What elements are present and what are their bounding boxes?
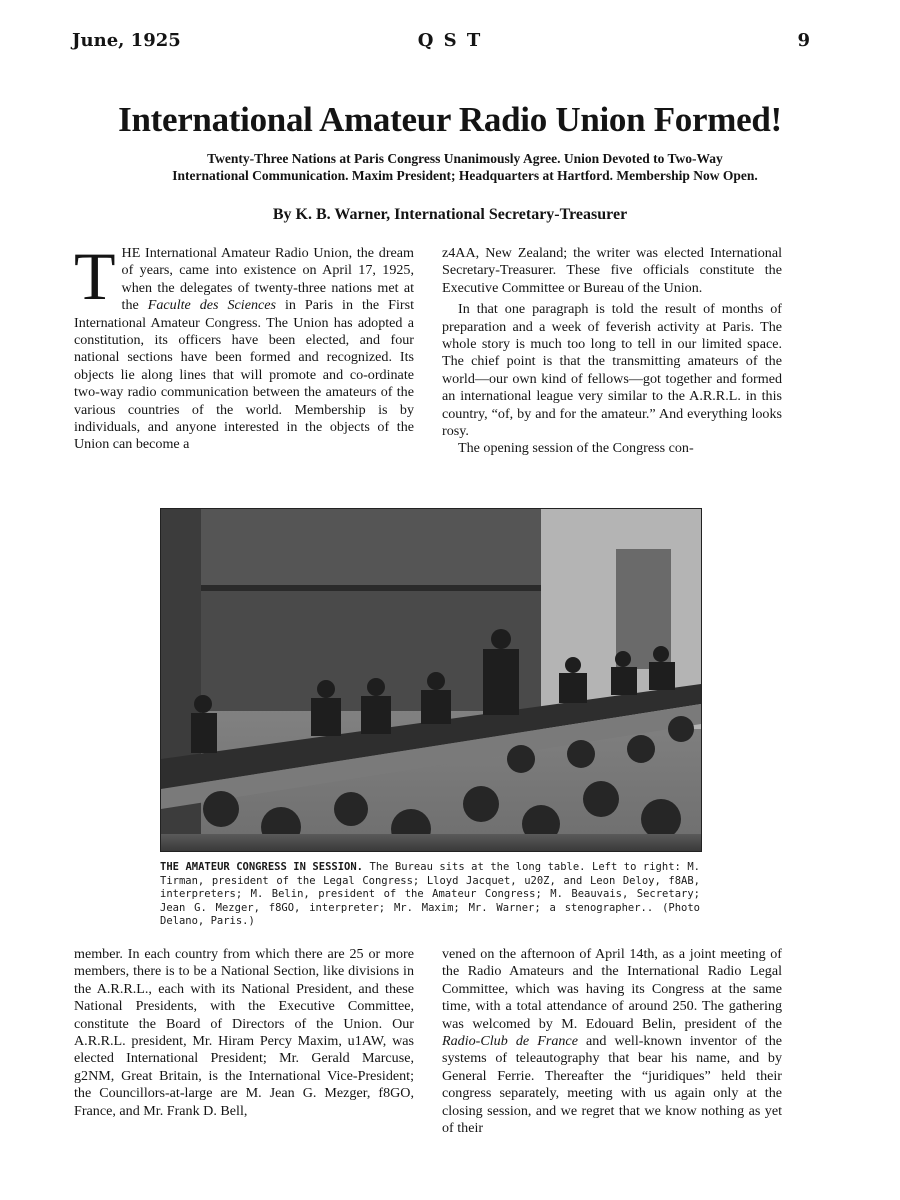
header-date: June, 1925 <box>72 30 181 51</box>
article-title: International Amateur Radio Union Formed! <box>118 100 782 139</box>
column-right-bottom <box>442 946 782 1137</box>
column-left-bottom <box>74 946 414 1120</box>
paragraph: member. In each country from which there are 25 or more members, there is to be a National Section, like divisions in the A.R.R.L., each with its National President, and these National Presidents, with the Executive Committee, constitute the Board of Directors of the Union. Our A.R.R.L. president, Mr. Hiram Percy Maxim, u1AW, was elected International President; Mr. Gerald Marcuse, g2NM, Great Britain, is the International Vice-President; the Councillors-at-large are M. Jean G. Mezger, f8GO, France, and Mr. Frank D. Bell, <box>74 946 414 1119</box>
header-page-number: 9 <box>797 30 810 51</box>
paragraph: THE International Amateur Radio Union, the dream of years, came into existence on April 17, 1925, when the delegates of twenty-three nations met at the Faculte des Sciences in Paris in the First International Amateur Congress. The Union has adopted a constitution, its officers have been elected, and four national sections have been formed and recognized. Its objects lie along lines that will promote and co-ordinate two-way radio communication between the amateurs of the various countries of the world. Membership is by individuals, and anyone interested in the objects of the Union can become a <box>74 238 414 453</box>
congress-photo <box>160 508 702 852</box>
header-magazine: Q S T <box>417 30 483 51</box>
paragraph: vened on the afternoon of April 14th, as a joint meeting of the Radio Amateurs and the International Radio Legal Committee, which was having its Congress at the same time, with a total attendance of around 250. The gathering was welcomed by M. Edouard Belin, president of the Radio-Club de France and well-known inventor of the systems of teleautography that bear his name, and by General Ferrie. Thereafter the “juridiques” held their congress separately, meeting with us again only at the closing session, and we regret that we know nothing as yet of their <box>442 946 782 1137</box>
drop-cap: T <box>74 238 116 314</box>
photo-caption: THE AMATEUR CONGRESS IN SESSION. The Bureau sits at the long table. Left to right: M. Tirman, president of the Legal Congress; Lloyd Jacquet, u20Z, and Leon Deloy, f8AB, interpreters; M. Belin, president of the Amateur Congress; M. Beauvais, Secretary; Jean G. Mezger, f8GO, interpreter; Mr. Maxim; Mr. Warner; a stenographer.. (Photo Delano, Paris.) <box>160 861 700 928</box>
paragraph: In that one paragraph is told the result of months of preparation and a week of feverish activity at Paris. The whole story is much too long to tell in our limited space. The chief point is that the transmitting amateurs of the world—our own kind of fellows—got together and formed an international league very similar to the A.R.R.L. in this country, “of, by and for the amateur.” And everything looks rosy. <box>442 301 782 440</box>
paragraph: The opening session of the Congress con- <box>458 440 694 457</box>
column-right-top <box>442 245 782 458</box>
article-subtitle: Twenty-Three Nations at Paris Congress Unanimously Agree. Union Devoted to Two-Way International Communication. Maxim President; Headquarters at Hartford. Membership Now Open. <box>172 151 758 183</box>
article-byline: By K. B. Warner, International Secretary-Treasurer <box>272 206 628 223</box>
column-left-top <box>74 238 414 454</box>
paragraph: z4AA, New Zealand; the writer was elected International Secretary-Treasurer. These five officials constitute the Executive Committee or Bureau of the Union. <box>442 245 782 296</box>
